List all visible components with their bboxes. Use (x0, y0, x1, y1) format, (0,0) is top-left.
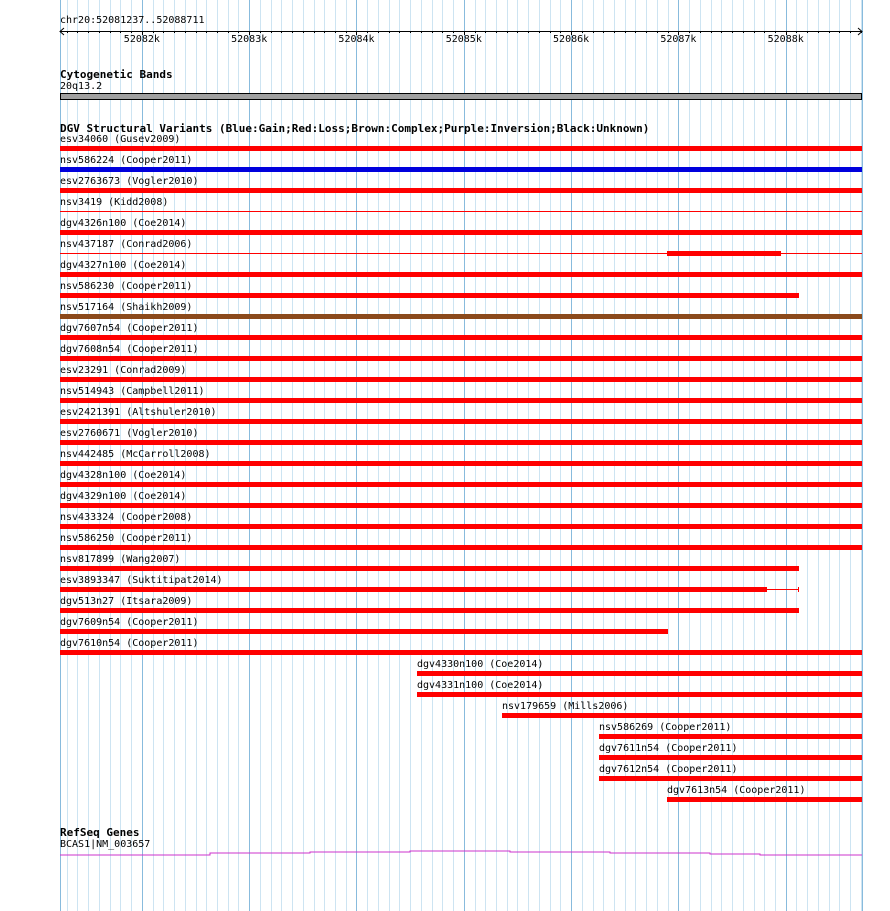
variant-label[interactable]: dgv4328n100 (Coe2014) (60, 470, 187, 481)
variant-label[interactable]: esv2760671 (Vogler2010) (60, 428, 199, 439)
variant-label[interactable]: dgv4330n100 (Coe2014) (417, 659, 544, 670)
coordinate-label: chr20:52081237..52088711 (60, 15, 205, 26)
variant-label[interactable]: dgv4327n100 (Coe2014) (60, 260, 187, 271)
variant-label[interactable]: esv23291 (Conrad2009) (60, 365, 187, 376)
ruler-tick-label: 52082k (123, 34, 160, 45)
variant-label[interactable]: dgv7608n54 (Cooper2011) (60, 344, 199, 355)
variant-label[interactable]: nsv586230 (Cooper2011) (60, 281, 193, 292)
variant-label[interactable]: nsv517164 (Shaikh2009) (60, 302, 193, 313)
variant-label[interactable]: dgv7609n54 (Cooper2011) (60, 617, 199, 628)
ruler-tick-label: 52083k (231, 34, 268, 45)
variant-label[interactable]: dgv7612n54 (Cooper2011) (599, 764, 738, 775)
variant-label[interactable]: nsv179659 (Mills2006) (502, 701, 629, 712)
variant-label[interactable]: nsv586269 (Cooper2011) (599, 722, 732, 733)
variant-label[interactable]: dgv7613n54 (Cooper2011) (667, 785, 806, 796)
variant-label[interactable]: dgv7610n54 (Cooper2011) (60, 638, 199, 649)
gene-label: BCAS1|NM_003657 (60, 839, 151, 850)
variant-label[interactable]: dgv4329n100 (Coe2014) (60, 491, 187, 502)
ruler-tick-label: 52088k (767, 34, 804, 45)
gene-intron-line (60, 851, 862, 855)
cytoband-label: 20q13.2 (60, 81, 103, 92)
variant-label[interactable]: nsv437187 (Conrad2006) (60, 239, 193, 250)
ruler-tick-label: 52087k (660, 34, 697, 45)
variant-label[interactable]: esv34060 (Gusev2009) (60, 134, 181, 145)
variant-label[interactable]: nsv442485 (McCarroll2008) (60, 449, 211, 460)
variant-label[interactable]: nsv586250 (Cooper2011) (60, 533, 193, 544)
ruler-tick-label: 52086k (553, 34, 590, 45)
dgv-track-title: DGV Structural Variants (Blue:Gain;Red:Loss;Brown:Complex;Purple:Inversion;Black:Unknown) (60, 122, 650, 135)
ruler-tick-label: 52084k (338, 34, 375, 45)
variant-label[interactable]: nsv586224 (Cooper2011) (60, 155, 193, 166)
cytoband-track-title: Cytogenetic Bands (60, 68, 173, 81)
variant-label[interactable]: esv2421391 (Altshuler2010) (60, 407, 217, 418)
variant-label[interactable]: dgv4326n100 (Coe2014) (60, 218, 187, 229)
variant-label[interactable]: dgv513n27 (Itsara2009) (60, 596, 193, 607)
variant-label[interactable]: esv3893347 (Suktitipat2014) (60, 575, 223, 586)
variant-label[interactable]: nsv3419 (Kidd2008) (60, 197, 169, 208)
ruler-tick-label: 52085k (445, 34, 482, 45)
variant-label[interactable]: nsv817899 (Wang2007) (60, 554, 181, 565)
variant-label[interactable]: esv2763673 (Vogler2010) (60, 176, 199, 187)
variant-label[interactable]: dgv7607n54 (Cooper2011) (60, 323, 199, 334)
variant-label[interactable]: dgv4331n100 (Coe2014) (417, 680, 544, 691)
variant-label[interactable]: nsv433324 (Cooper2008) (60, 512, 193, 523)
variant-label[interactable]: nsv514943 (Campbell2011) (60, 386, 205, 397)
refseq-track-title: RefSeq Genes (60, 826, 140, 839)
variant-label[interactable]: dgv7611n54 (Cooper2011) (599, 743, 738, 754)
